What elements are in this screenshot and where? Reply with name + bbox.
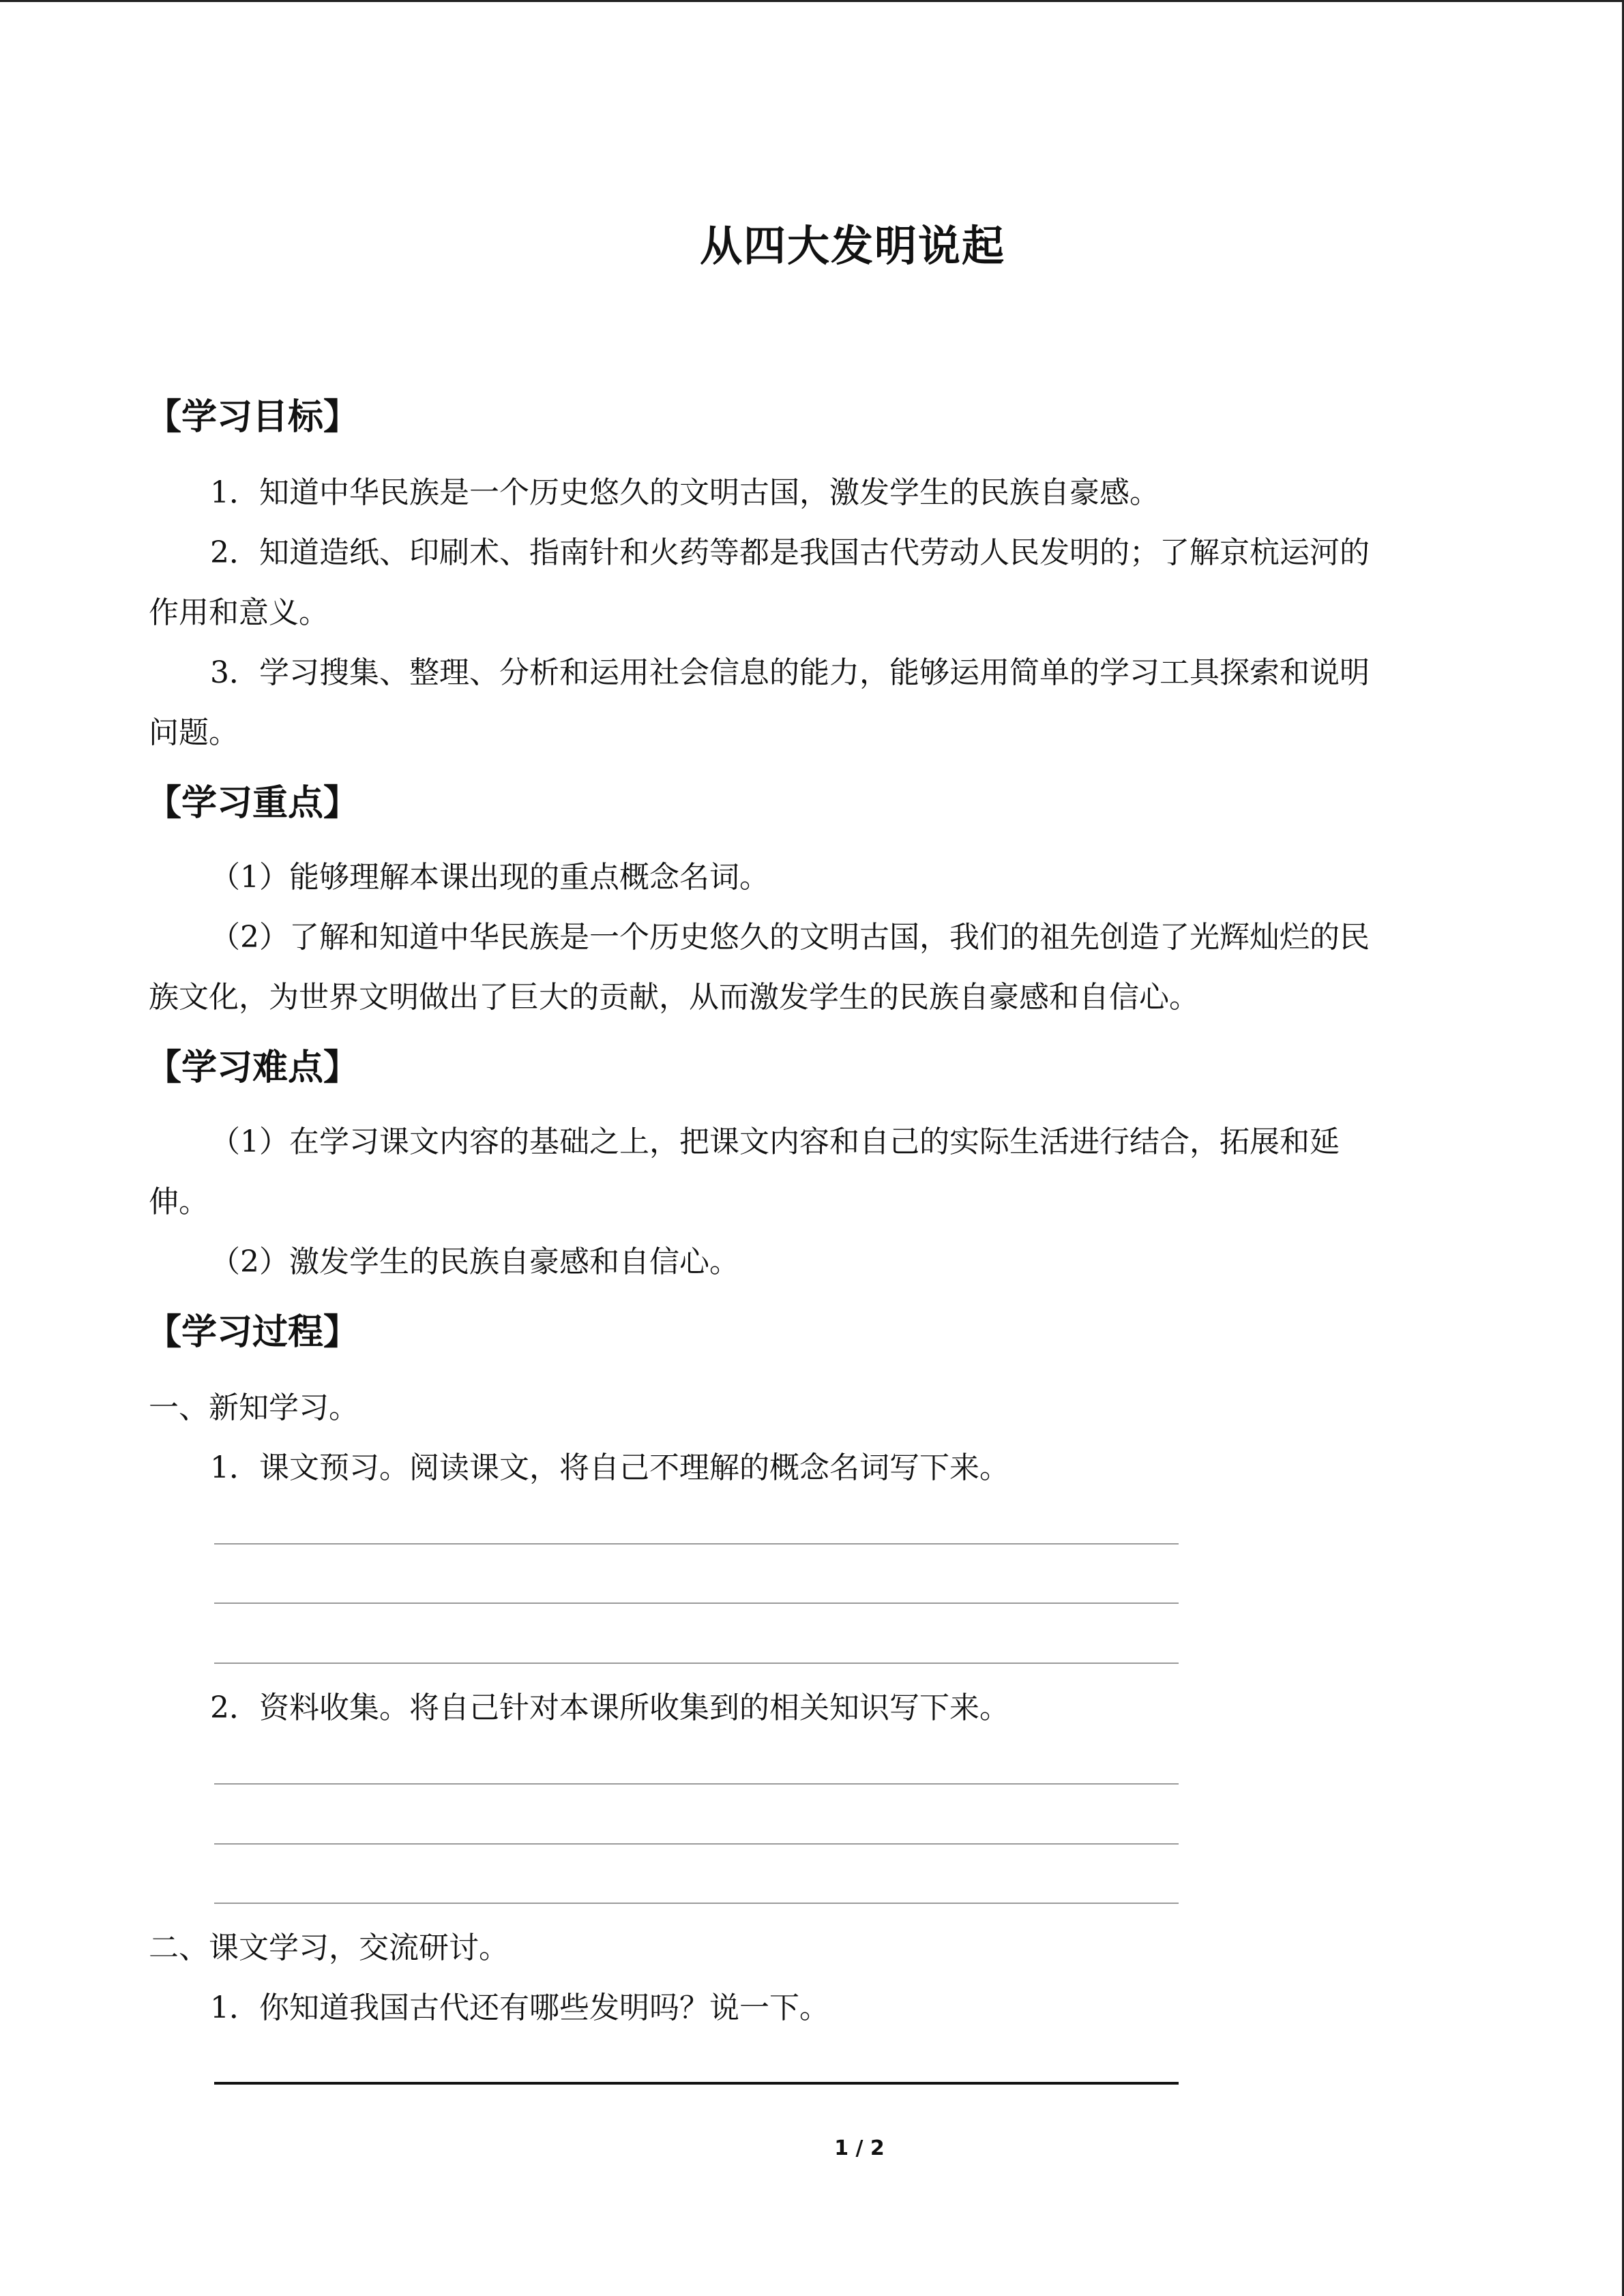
heading-learning-process: 【学习过程】 (146, 1312, 359, 1353)
goal-item-3-line-1: 3．学习搜集、整理、分析和运用社会信息的能力，能够运用简单的学习工具探索和说明 (210, 655, 1370, 690)
part-1-question-2: 2．资料收集。将自己针对本课所收集到的相关知识写下来。 (210, 1690, 1009, 1725)
heading-learning-difficulties: 【学习难点】 (146, 1047, 359, 1088)
heading-learning-goals: 【学习目标】 (146, 397, 359, 438)
answer-line[interactable] (214, 1663, 1179, 1664)
answer-line[interactable] (214, 1602, 1179, 1604)
page-title: 从四大发明说起 (699, 221, 1005, 271)
answer-line[interactable] (214, 1783, 1179, 1785)
difficulty-item-2: （2）激发学生的民族自豪感和自信心。 (210, 1244, 739, 1279)
key-item-1: （1）能够理解本课出现的重点概念名词。 (210, 860, 769, 895)
part-2-title: 二、课文学习，交流研讨。 (149, 1930, 509, 1965)
answer-line[interactable] (214, 1543, 1179, 1545)
goal-item-3-line-2: 问题。 (149, 715, 239, 750)
goal-item-2-line-1: 2．知道造纸、印刷术、指南针和火药等都是我国古代劳动人民发明的；了解京杭运河的 (210, 535, 1370, 570)
goal-item-2-line-2: 作用和意义。 (149, 595, 329, 630)
key-item-2-line-2: 族文化，为世界文明做出了巨大的贡献，从而激发学生的民族自豪感和自信心。 (149, 980, 1199, 1015)
answer-line[interactable] (214, 2082, 1179, 2085)
answer-line[interactable] (214, 1903, 1179, 1904)
key-item-2-line-1: （2）了解和知道中华民族是一个历史悠久的文明古国，我们的祖先创造了光辉灿烂的民 (210, 920, 1370, 955)
part-1-question-1: 1．课文预习。阅读课文，将自己不理解的概念名词写下来。 (210, 1450, 1009, 1485)
page-number: 1 / 2 (834, 2136, 885, 2160)
difficulty-item-1-line-2: 伸。 (149, 1184, 209, 1219)
part-2-question-1: 1．你知道我国古代还有哪些发明吗？说一下。 (210, 1991, 829, 2025)
heading-learning-key-points: 【学习重点】 (146, 783, 359, 824)
difficulty-item-1-line-1: （1）在学习课文内容的基础之上，把课文内容和自己的实际生活进行结合，拓展和延 (210, 1124, 1340, 1159)
part-1-title: 一、新知学习。 (149, 1390, 359, 1425)
goal-item-1: 1．知道中华民族是一个历史悠久的文明古国，激发学生的民族自豪感。 (210, 475, 1160, 510)
answer-line[interactable] (214, 1843, 1179, 1845)
